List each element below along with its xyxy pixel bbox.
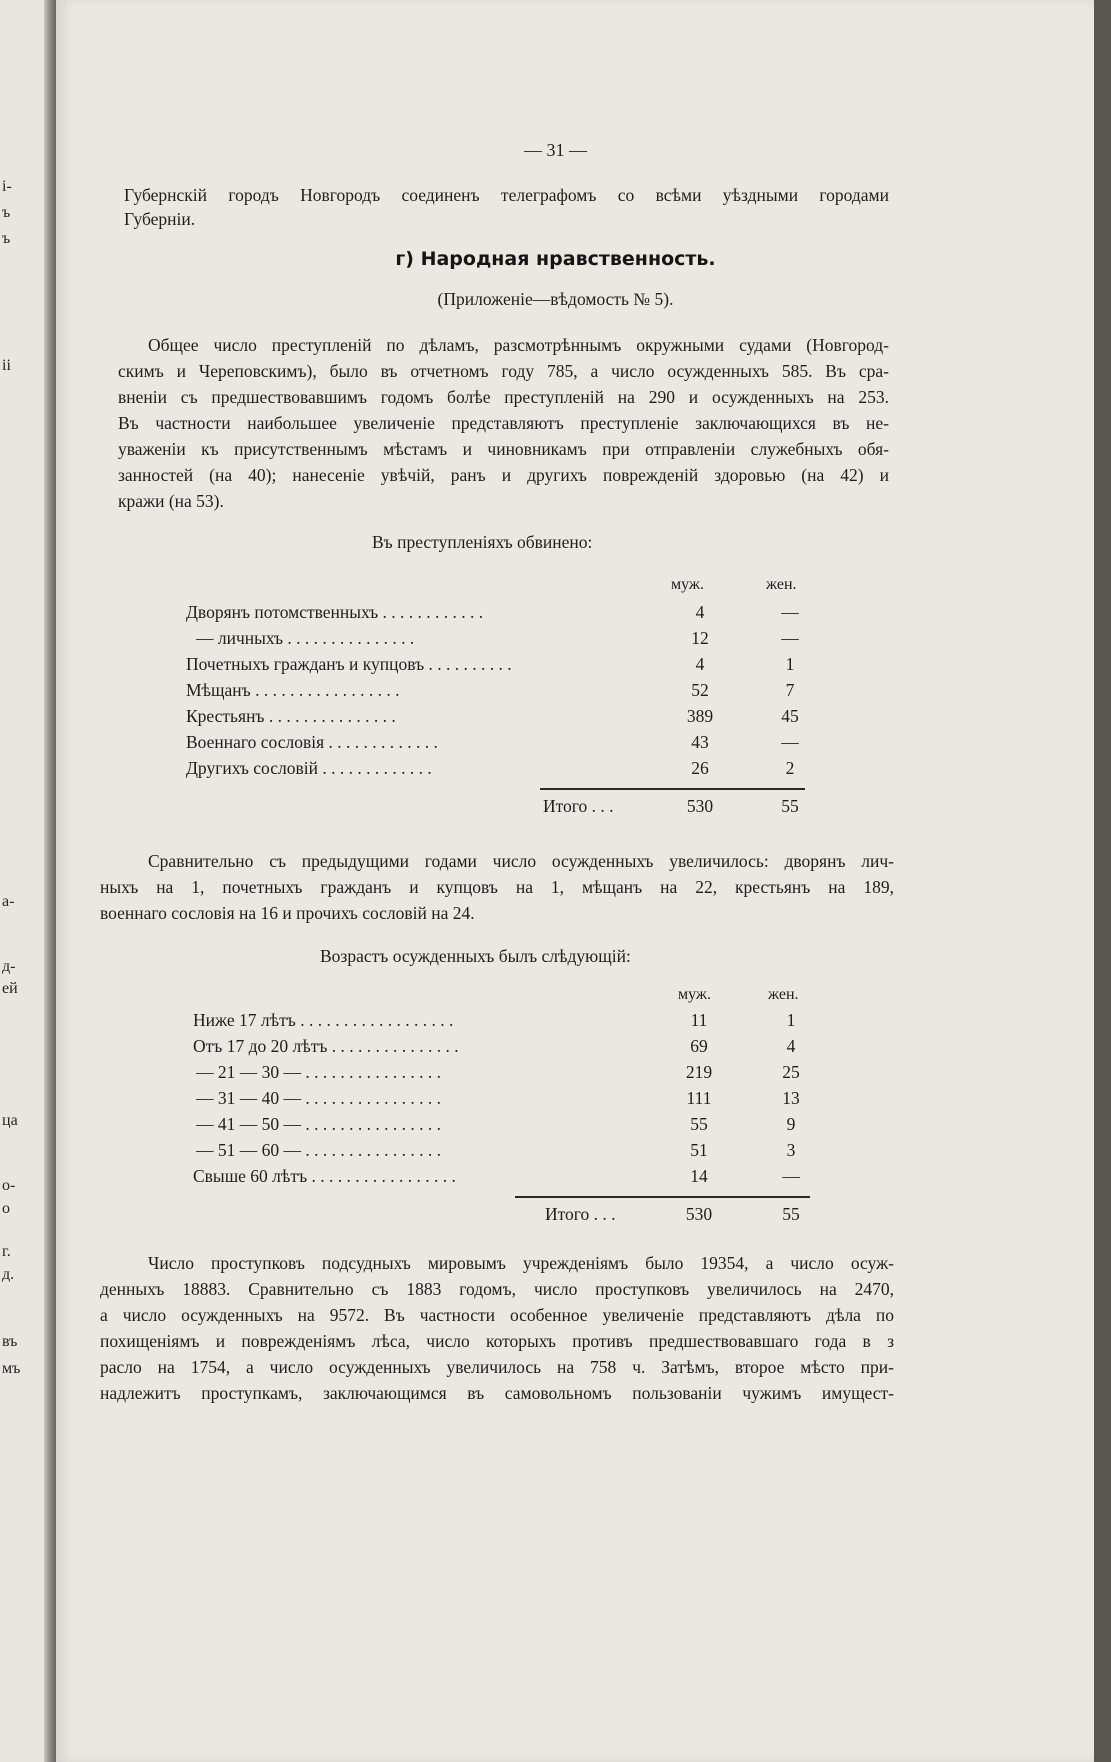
male-count: 389 (686, 706, 714, 726)
row-label: Почетныхъ гражданъ и купцовъ . . . . . . . . . . (186, 654, 512, 674)
paragraph-line: военнаго сословія на 16 и прочихъ сословій на 24. (100, 903, 475, 923)
previous-page-fragment: мъ (2, 1360, 21, 1377)
paragraph-line: Общее число преступленій по дѣламъ, разсмотрѣннымъ окружными судами (Новгород- (148, 335, 889, 355)
table-row (193, 1010, 823, 1036)
female-count: 1 (785, 654, 795, 674)
table-caption: Въ преступленіяхъ обвинено: (372, 532, 593, 552)
previous-page-fragment: г. (2, 1243, 11, 1260)
row-label: Отъ 17 до 20 лѣтъ . . . . . . . . . . . . . . . (193, 1036, 459, 1056)
female-count: — (782, 1166, 800, 1186)
male-count: 14 (690, 1166, 708, 1186)
table-row (186, 706, 816, 732)
row-label: Крестьянъ . . . . . . . . . . . . . . . (186, 706, 396, 726)
female-count: 25 (782, 1062, 800, 1082)
total-female: 55 (782, 1204, 800, 1224)
table-total-row (543, 796, 816, 822)
total-label: Итого . . . (545, 1204, 616, 1224)
male-count: 69 (690, 1036, 708, 1056)
female-count: 9 (786, 1114, 796, 1134)
column-header-female: жен. (768, 986, 799, 1003)
previous-page-fragment: д- (2, 958, 16, 975)
female-count: 7 (785, 680, 795, 700)
table-row (186, 758, 816, 784)
column-header-male: муж. (678, 986, 711, 1003)
male-count: 4 (695, 654, 705, 674)
paragraph-line: вненіи съ предшествовавшимъ годомъ болѣе преступленій на 290 и осужденныхъ на 253. (118, 387, 889, 407)
previous-page-fragment: і- (2, 178, 12, 195)
total-male: 530 (686, 796, 714, 816)
intro-line: Губерніи. (124, 209, 196, 229)
female-count: 1 (786, 1010, 796, 1030)
column-header-female: жен. (766, 576, 797, 593)
intro-line: Губернскій городъ Новгородъ соединенъ телеграфомъ со всѣми уѣздными городами (124, 185, 889, 205)
male-count: 55 (690, 1114, 708, 1134)
paragraph-line: кражи (на 53). (118, 491, 224, 511)
table-row (193, 1036, 823, 1062)
table-total-rule (540, 788, 805, 790)
male-count: 111 (686, 1088, 712, 1108)
previous-page-fragment: ii (2, 357, 11, 374)
previous-page-fragment: въ (2, 1333, 18, 1350)
paragraph-line: Сравнительно съ предыдущими годами число осужденныхъ увеличилось: дворянъ лич- (148, 851, 894, 871)
paragraph-line: денныхъ 18883. Сравнительно съ 1883 годомъ, число проступковъ увеличилось на 2470, (100, 1279, 894, 1299)
paragraph-line: Число проступковъ подсудныхъ мировымъ учрежденіямъ было 19354, а число осуж- (148, 1253, 894, 1273)
table-row (186, 680, 816, 706)
paragraph-line: расло на 1754, а число осужденныхъ увеличилось на 758 ч. Затѣмъ, второе мѣсто при- (100, 1357, 894, 1377)
table-row (196, 1062, 823, 1088)
paragraph-line: ныхъ на 1, почетныхъ гражданъ и купцовъ на 1, мѣщанъ на 22, крестьянъ на 189, (100, 877, 894, 897)
female-count: 3 (786, 1140, 796, 1160)
table-row (196, 628, 816, 654)
table-total-row (545, 1204, 823, 1230)
table-caption: Возрастъ осужденныхъ былъ слѣдующій: (320, 946, 631, 966)
row-label: — личныхъ . . . . . . . . . . . . . . . (196, 628, 415, 648)
female-count: 2 (785, 758, 795, 778)
male-count: 51 (690, 1140, 708, 1160)
male-count: 52 (691, 680, 709, 700)
table-row (196, 1140, 823, 1166)
table-row (196, 1114, 823, 1140)
total-label: Итого . . . (543, 796, 614, 816)
paragraph-line: скимъ и Череповскимъ), было въ отчетномъ году 785, а число осужденныхъ 585. Въ сра- (118, 361, 889, 381)
female-count: 45 (781, 706, 799, 726)
table-row (186, 602, 816, 628)
row-label: Дворянъ потомственныхъ . . . . . . . . . . . . (186, 602, 484, 622)
table-row (186, 732, 816, 758)
row-label: — 41 — 50 — . . . . . . . . . . . . . . . . (196, 1114, 441, 1134)
section-subheading: (Приложеніе—вѣдомость № 5). (437, 289, 674, 309)
total-male: 530 (685, 1204, 713, 1224)
page-number: — 31 — (524, 140, 587, 160)
paragraph-line: а число осужденныхъ на 9572. Въ частности особенное увеличеніе представляютъ дѣла по (100, 1305, 894, 1325)
previous-page-fragment: ъ (2, 204, 11, 221)
male-count: 219 (685, 1062, 713, 1082)
table-row (193, 1166, 823, 1192)
previous-page-fragment: ца (2, 1112, 18, 1129)
paragraph-line: занностей (на 40); нанесеніе увѣчій, ранъ и другихъ поврежденій здоровью (на 42) и (118, 465, 889, 485)
row-label: — 31 — 40 — . . . . . . . . . . . . . . . . (196, 1088, 441, 1108)
male-count: 43 (691, 732, 709, 752)
previous-page-fragment: ей (2, 980, 18, 997)
table-total-rule (515, 1196, 810, 1198)
paragraph-line: надлежитъ проступкамъ, заключающимся въ самовольномъ пользованіи чужимъ имущест- (100, 1383, 894, 1403)
female-count: — (781, 602, 799, 622)
female-count: — (781, 628, 799, 648)
previous-page-fragment: а- (2, 893, 15, 910)
female-count: 13 (782, 1088, 800, 1108)
row-label: — 51 — 60 — . . . . . . . . . . . . . . . . (196, 1140, 441, 1160)
section-heading: г) Народная нравственность. (395, 248, 716, 270)
column-header-male: муж. (671, 576, 704, 593)
table-row (196, 1088, 823, 1114)
row-label: Свыше 60 лѣтъ . . . . . . . . . . . . . . . . . (193, 1166, 456, 1186)
male-count: 12 (691, 628, 709, 648)
paragraph-line: уваженіи къ присутственнымъ мѣстамъ и чиновникамъ при отправленіи служебныхъ обя- (118, 439, 889, 459)
total-female: 55 (781, 796, 799, 816)
previous-page-fragment: о- (2, 1177, 16, 1194)
row-label: Другихъ сословій . . . . . . . . . . . . . (186, 758, 432, 778)
paragraph-line: Въ частности наибольшее увеличеніе представляютъ преступленіе заключающихся въ не- (118, 413, 889, 433)
male-count: 11 (690, 1010, 708, 1030)
previous-page-fragment: д. (2, 1266, 15, 1283)
row-label: Военнаго сословія . . . . . . . . . . . . . (186, 732, 438, 752)
row-label: — 21 — 30 — . . . . . . . . . . . . . . . . (196, 1062, 441, 1082)
row-label: Ниже 17 лѣтъ . . . . . . . . . . . . . . . . . . (193, 1010, 454, 1030)
row-label: Мѣщанъ . . . . . . . . . . . . . . . . . (186, 680, 400, 700)
previous-page-fragment: ъ (2, 230, 11, 247)
previous-page-fragment: о (2, 1200, 10, 1217)
female-count: — (781, 732, 799, 752)
table-row (186, 654, 816, 680)
female-count: 4 (786, 1036, 796, 1056)
male-count: 4 (695, 602, 705, 622)
male-count: 26 (691, 758, 709, 778)
paragraph-line: похищеніямъ и поврежденіямъ лѣса, число которыхъ противъ предшествовавшаго года в з (100, 1331, 894, 1351)
